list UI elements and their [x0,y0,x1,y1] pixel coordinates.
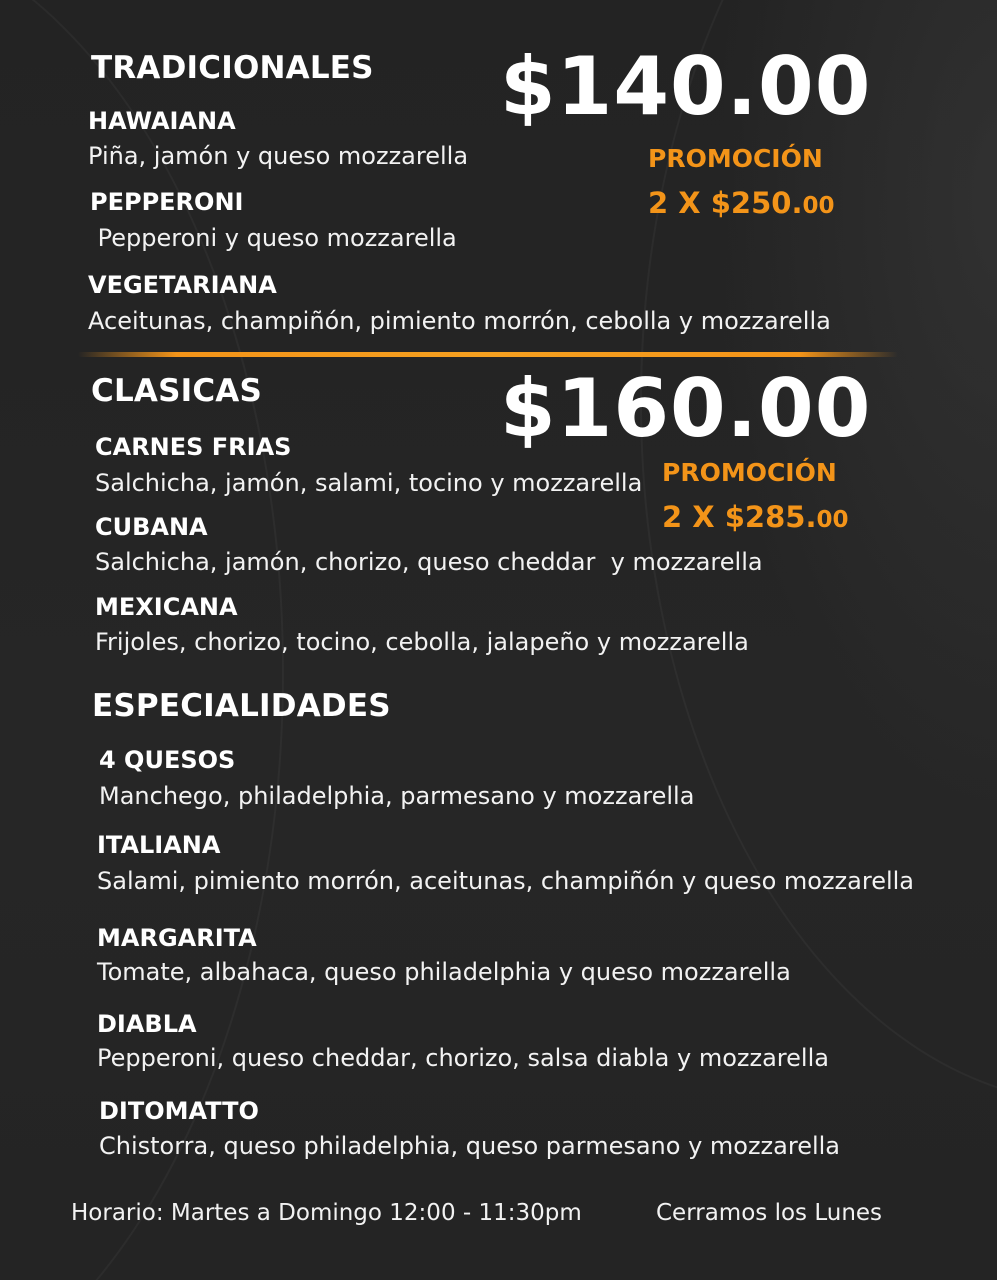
section-title-tradicionales: TRADICIONALES [91,50,374,86]
item-desc-italiana: Salami, pimiento morrón, aceitunas, champiñón y queso mozzarella [97,867,915,895]
item-name-hawaiana: HAWAIANA [88,107,236,135]
item-name-4-quesos: 4 QUESOS [99,746,236,774]
promo-deal-main: 2 X $285. [662,500,817,534]
promo-deal-clasicas [662,500,848,534]
item-name-mexicana: MEXICANA [95,593,238,621]
section-title-especialidades: ESPECIALIDADES [92,688,391,724]
item-name-pepperoni: PEPPERONI [90,188,244,216]
item-name-carnes-frias: CARNES FRIAS [95,433,292,461]
price-clasicas: $160.00 [500,362,872,455]
item-desc-carnes-frias: Salchicha, jamón, salami, tocino y mozzarella [95,469,643,497]
price-tradicionales: $140.00 [500,40,872,133]
item-desc-diabla: Pepperoni, queso cheddar, chorizo, salsa diabla y mozzarella [97,1044,829,1072]
promo-deal-cents: 00 [816,507,849,533]
item-name-ditomatto: DITOMATTO [99,1097,259,1125]
item-desc-cubana: Salchicha, jamón, chorizo, queso cheddar y mozzarella [95,548,763,576]
item-name-margarita: MARGARITA [97,924,257,952]
item-desc-ditomatto: Chistorra, queso philadelphia, queso parmesano y mozzarella [99,1132,841,1160]
item-desc-4-quesos: Manchego, philadelphia, parmesano y mozzarella [99,782,695,810]
item-name-cubana: CUBANA [95,513,208,541]
section-divider [78,352,898,357]
item-desc-hawaiana: Piña, jamón y queso mozzarella [88,142,469,170]
item-name-vegetariana: VEGETARIANA [88,271,277,299]
promo-deal-main: 2 X $250. [648,186,803,220]
item-desc-vegetariana: Aceitunas, champiñón, pimiento morrón, cebolla y mozzarella [88,307,831,335]
item-name-diabla: DIABLA [97,1010,197,1038]
item-desc-mexicana: Frijoles, chorizo, tocino, cebolla, jalapeño y mozzarella [95,628,749,656]
item-desc-margarita: Tomate, albahaca, queso philadelphia y queso mozzarella [97,958,791,986]
item-desc-pepperoni: Pepperoni y queso mozzarella [90,224,457,252]
promo-deal-tradicionales [648,186,834,220]
promo-label-clasicas: PROMOCIÓN [662,458,837,487]
promo-deal-cents: 00 [802,193,835,219]
promo-label-tradicionales: PROMOCIÓN [648,144,823,173]
item-name-italiana: ITALIANA [97,831,221,859]
footer-closed-day: Cerramos los Lunes [656,1200,883,1226]
section-title-clasicas: CLASICAS [91,373,263,409]
footer-schedule: Horario: Martes a Domingo 12:00 - 11:30pm [71,1200,582,1226]
